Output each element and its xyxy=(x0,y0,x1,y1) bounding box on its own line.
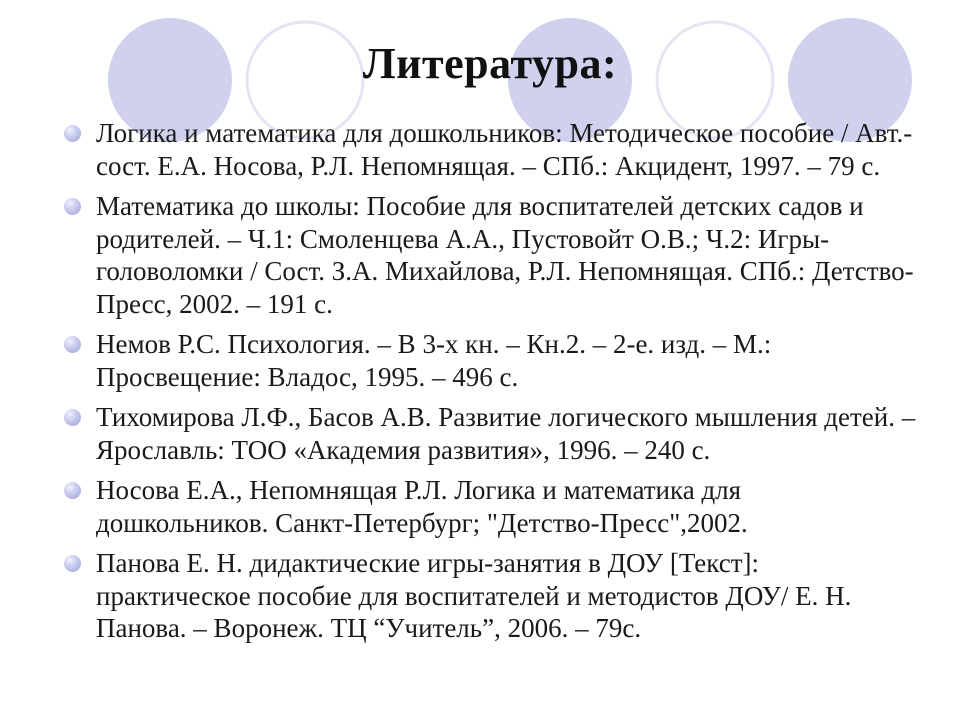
reference-text: Немов Р.С. Психология. – В 3-х кн. – Кн.2. – 2-е. изд. – М.: Просвещение: Владос, 1995. – 496 с. xyxy=(96,329,772,392)
reference-text: Математика до школы: Пособие для воспитателей детских садов и родителей. – Ч.1: Смоленцева А.А., Пустовойт О.В.; Ч.2: Игры-головоломки / Сост. З.А. Михайлова, Р.Л. Непомнящая. СПб.: Детство-Пресс, 2002. – 191 с. xyxy=(96,191,914,319)
reference-list xyxy=(60,117,920,653)
slide-title: Литература: xyxy=(362,39,618,88)
reference-text: Тихомирова Л.Ф., Басов А.В. Развитие логического мышления детей. – Ярославль: ТОО «Академия развития», 1996. – 240 с. xyxy=(96,402,916,465)
reference-text: Носова Е.А., Непомнящая Р.Л. Логика и математика для дошкольников. Санкт-Петербург; "Детство-Пресс",2002. xyxy=(96,475,748,538)
reference-item xyxy=(60,190,920,320)
reference-text: Панова Е. Н. дидактические игры-занятия в ДОУ [Текст]: практическое пособие для воспитателей и методистов ДОУ/ Е. Н. Панова. – Воронеж. ТЦ “Учитель”, 2006. – 79с. xyxy=(96,548,852,643)
reference-item xyxy=(60,328,920,393)
bullet-icon xyxy=(64,482,81,499)
bullet-icon xyxy=(64,198,81,215)
bullet-icon xyxy=(64,336,81,353)
bullet-icon xyxy=(64,555,81,572)
bullet-icon xyxy=(64,125,81,142)
reference-item xyxy=(60,117,920,182)
reference-item xyxy=(60,401,920,466)
bullet-icon xyxy=(64,409,81,426)
reference-item xyxy=(60,547,920,645)
reference-item xyxy=(60,474,920,539)
reference-text: Логика и математика для дошкольников: Методическое пособие / Авт.-сост. Е.А. Носова, Р.Л. Непомнящая. – СПб.: Акцидент, 1997. – 79 с. xyxy=(96,118,913,181)
